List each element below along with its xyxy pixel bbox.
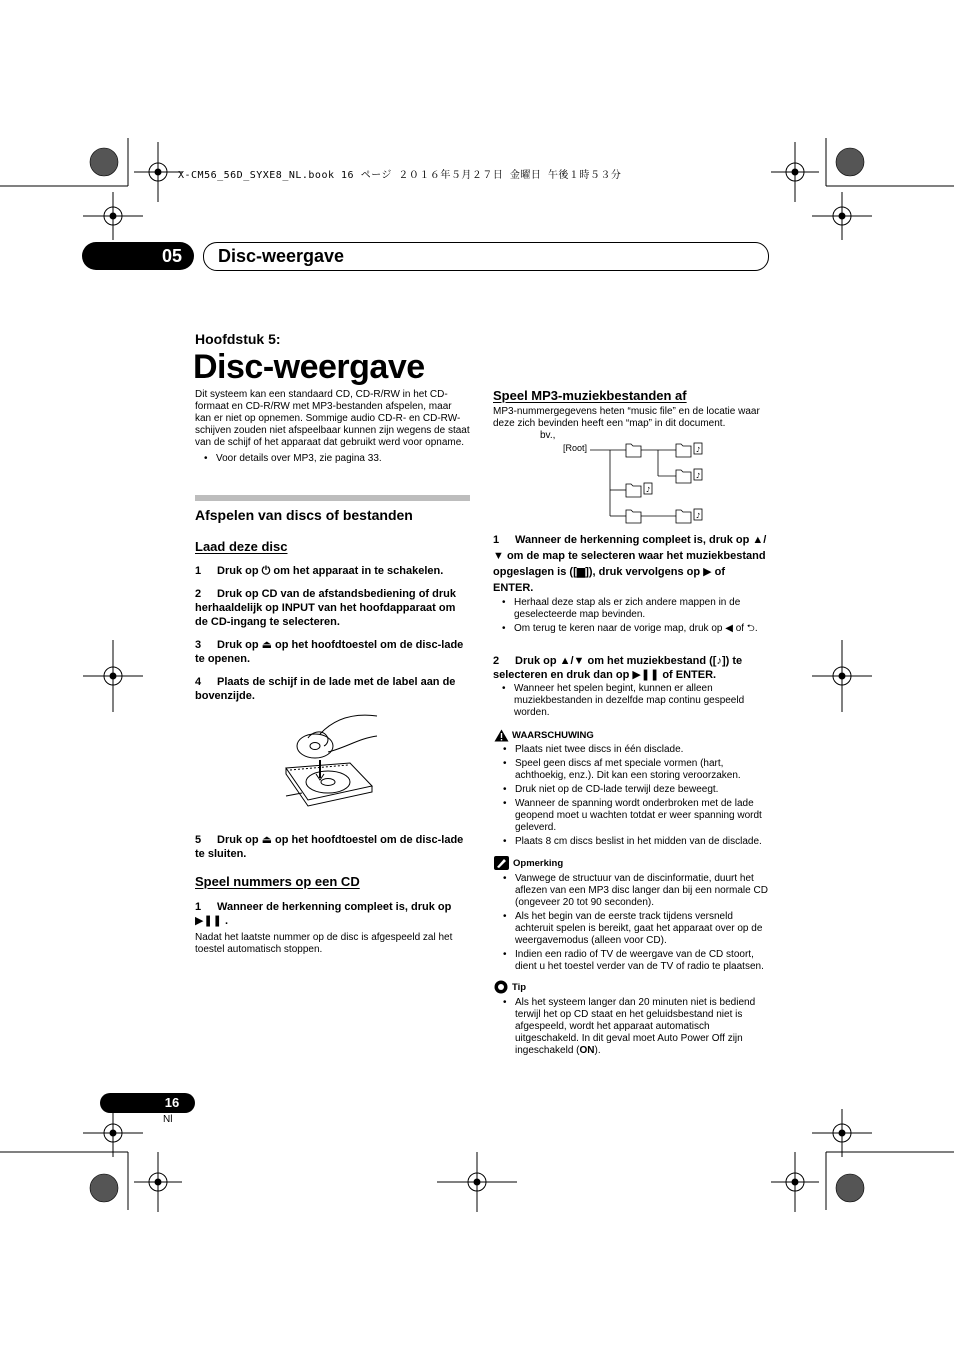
folder-tree-diagram — [588, 440, 723, 530]
list-item: • Wanneer de spanning wordt onderbroken met de lade geopend moet u wachten totdat er weer spanning wordt geleverd. — [494, 798, 769, 834]
list-item: • Voor details over MP3, zie pagina 33. — [195, 453, 470, 465]
speel-cd-step-1: 1 Wanneer de herkenning compleet is, druk op ▶❚❚ . — [195, 901, 452, 927]
page-title: Disc-weergave — [193, 348, 425, 386]
speel-cd-note: Nadat het laatste nummer op de disc is afgespeeld zal het toestel automatisch stoppen. — [195, 932, 453, 955]
warning-heading: WAARSCHUWING — [512, 730, 594, 741]
folder-icon — [626, 444, 691, 523]
laad-step-4: 4 Plaats de schijf in de lade met de label aan de bovenzijde. — [195, 676, 456, 702]
svg-text:♪: ♪ — [696, 472, 701, 480]
print-header: X-CM56_56D_SYXE8_NL.book 16 ページ ２０１６年５月２７日 金曜日 午後１時５３分 — [178, 170, 622, 181]
mp3-step2-bullets — [493, 683, 768, 721]
tip-bullets — [494, 997, 769, 1057]
heading-speel-nummers: Speel nummers op een CD — [195, 874, 360, 889]
list-item: • Speel geen discs af met speciale vormen (hart, achthoekig, enz.). Dit kan een storing veroorzaken. — [494, 758, 769, 782]
list-item: • Plaats niet twee discs in één disclade. — [494, 744, 769, 756]
laad-step-1: 1 Druk op ⏻ om het apparaat in te schakelen. — [195, 565, 444, 577]
list-item: • Vanwege de structuur van de discinformatie, duurt het aflezen van een MP3 disc langer dan bij een normale CD (ongeveer 20 tot 90 seconden). — [494, 873, 769, 909]
section-heading-afspelen: Afspelen van discs of bestanden — [195, 507, 413, 523]
section-divider — [195, 495, 470, 501]
intro-text: Dit systeem kan een standaard CD, CD-R/RW in het CD-formaat en CD-R/RW met MP3-bestanden afspelen, maar kan er niet op opnemen. Sommige audio CD-R- en CD-RW-schijven zouden niet afspeelbaar kunnen zijn wegens de staat van de schijf of het apparaat dat gebruikt werd voor opname. — [195, 389, 470, 448]
laad-step-5: 5 Druk op ⏏ op het hoofdtoestel om de disc-lade te sluiten. — [195, 834, 464, 860]
laad-step-3: 3 Druk op ⏏ op het hoofdtoestel om de disc-lade te openen. — [195, 639, 464, 665]
list-item: • Plaats 8 cm discs beslist in het midden van de disclade. — [494, 836, 769, 848]
heading-laad-deze-disc: Laad deze disc — [195, 539, 288, 554]
hoofdstuk-label: Hoofdstuk 5: — [195, 331, 281, 347]
opmerking-bullets — [494, 873, 769, 973]
page-language: Nl — [163, 1114, 173, 1125]
mp3-step1-bullets — [493, 597, 768, 637]
list-item: • Om terug te keren naar de vorige map, druk op ◀ of ⮌. — [493, 623, 768, 635]
list-item: • Indien een radio of TV de weergave van de CD stoort, dient u het toestel verder van de TV of radio te plaatsen. — [494, 949, 769, 973]
intro-bullets — [195, 453, 470, 465]
list-item: • Druk niet op de CD-lade terwijl deze beweegt. — [494, 784, 769, 796]
warning-section — [494, 729, 769, 850]
list-item: • Wanneer het spelen begint, kunnen er alleen muziekbestanden in dezelfde map continu gespeeld worden. — [493, 683, 768, 719]
warning-icon — [494, 729, 509, 742]
example-label: bv., — [540, 430, 556, 441]
svg-text:♪: ♪ — [696, 512, 701, 520]
chapter-title: Disc-weergave — [218, 246, 345, 266]
list-item: • Als het begin van de eerste track tijdens versneld achteruit spelen is bereikt, gaat het apparaat over op de weergavemodus (alleen voor CD). — [494, 911, 769, 947]
laad-step-2: 2 Druk op CD van de afstandsbediening of druk herhaaldelijk op INPUT van het hoofdapparaat om de CD-ingang te selecteren. — [195, 588, 456, 628]
tip-heading: Tip — [512, 981, 527, 993]
disc-loading-illustration — [280, 708, 385, 820]
mp3-intro: MP3-nummergegevens heten “music file” en de locatie waar deze zich bevinden heeft een “map” in dit document. — [493, 406, 760, 429]
warning-bullets — [494, 744, 769, 848]
opmerking-section — [494, 856, 769, 975]
svg-text:♪: ♪ — [696, 446, 701, 454]
mp3-step-1: 1 Wanneer de herkenning compleet is, druk op ▲/▼ om de map te selecteren waar het muziekbestand opgeslagen is ([▆]), druk vervolgens op ▶ of ENTER. — [493, 534, 767, 594]
music-file-icon — [644, 443, 702, 520]
note-icon — [494, 856, 509, 870]
chapter-number: 05 — [161, 246, 183, 266]
tip-icon — [494, 980, 508, 994]
heading-speel-mp3: Speel MP3-muziekbestanden af — [493, 388, 687, 403]
root-label: [Root] — [563, 443, 588, 453]
mp3-step-2: 2 Druk op ▲/▼ om het muziekbestand ([♪]) te selecteren en druk dan op ▶❚❚ of ENTER. — [493, 655, 743, 681]
opmerking-heading: Opmerking — [513, 857, 564, 869]
list-item: • Als het systeem langer dan 20 minuten niet is bediend terwijl het op CD staat en het geluidsbestand niet is afgespeeld, wordt het apparaat automatisch uitgeschakeld. In dit geval moet Auto Power Off zijn ingeschakeld (ON). — [494, 997, 769, 1057]
page-number: 16 — [164, 1095, 180, 1110]
tip-section — [494, 980, 769, 1059]
list-item: • Herhaal deze stap als er zich andere mappen in de geselecteerde map bevinden. — [493, 597, 768, 621]
svg-text:♪: ♪ — [646, 486, 651, 494]
intro-section — [195, 389, 470, 467]
